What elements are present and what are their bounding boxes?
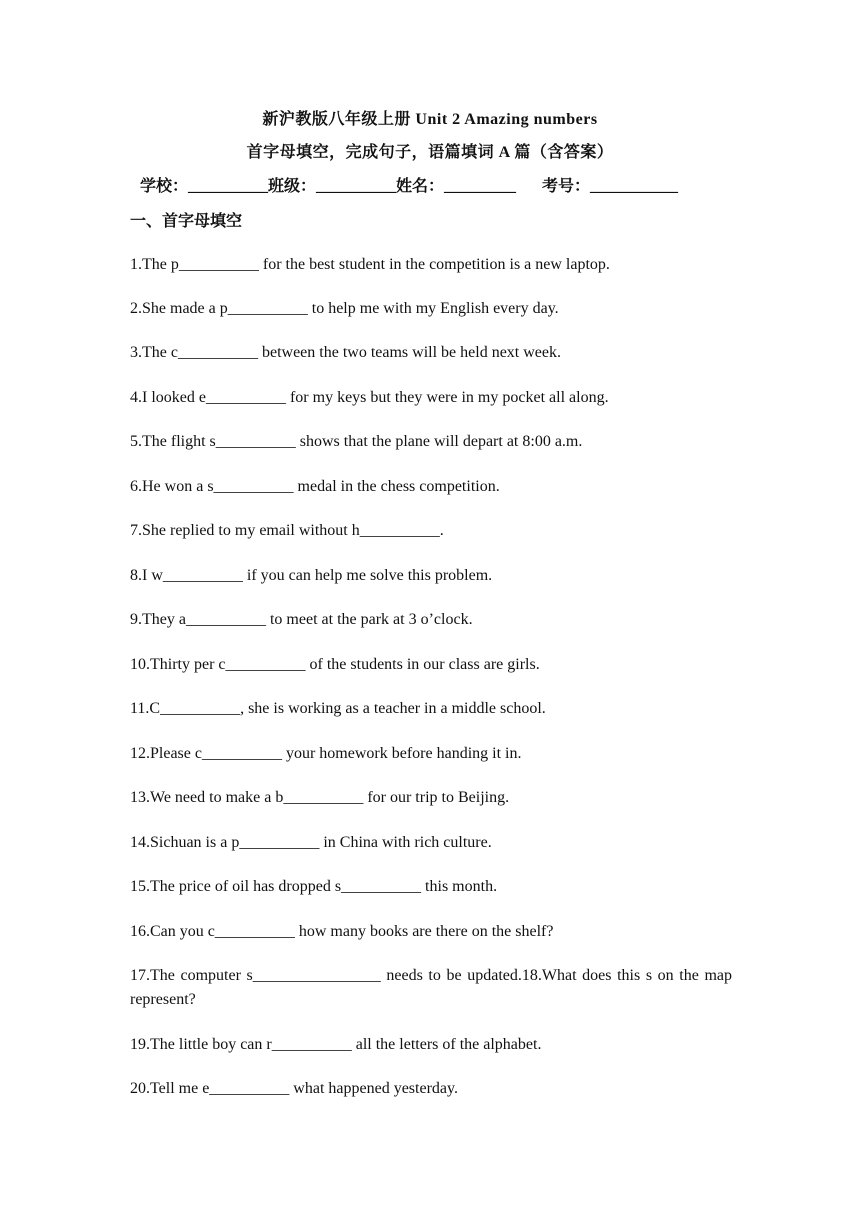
question-item: 3.The c__________ between the two teams will be held next week. (130, 344, 561, 361)
section-title: 一、首字母填空 (130, 213, 243, 230)
question-item: 19.The little boy can r__________ all the letters of the alphabet. (130, 1036, 542, 1053)
question-item: 12.Please c__________ your homework before handing it in. (130, 745, 522, 762)
class-field: 班级：__________ (268, 178, 397, 195)
page-title: 新沪教版八年级上册 Unit 2 Amazing numbers (262, 111, 598, 128)
question-item: 1.The p__________ for the best student in the competition is a new laptop. (130, 256, 610, 273)
question-item: 4.I looked e__________ for my keys but they were in my pocket all along. (130, 389, 609, 406)
school-field: 学校：__________ (140, 178, 269, 195)
question-item: 16.Can you c__________ how many books are there on the shelf? (130, 923, 554, 940)
question-item: 6.He won a s__________ medal in the chess competition. (130, 478, 500, 495)
question-item: 10.Thirty per c__________ of the students in our class are girls. (130, 656, 540, 673)
question-item: 15.The price of oil has dropped s__________ this month. (130, 878, 498, 895)
student-info-line (140, 173, 740, 196)
exam-number-field: 考号：___________ (542, 178, 679, 195)
name-field: 姓名：_________ (396, 178, 517, 195)
question-item: 2.She made a p__________ to help me with my English every day. (130, 300, 559, 317)
question-item: 20.Tell me e__________ what happened yesterday. (130, 1080, 458, 1097)
question-item: 5.The flight s__________ shows that the plane will depart at 8:00 a.m. (130, 433, 583, 450)
question-item: 11.C__________, she is working as a teacher in a middle school. (130, 700, 546, 717)
question-item: 13.We need to make a b__________ for our trip to Beijing. (130, 789, 510, 806)
page-subtitle: 首字母填空，完成句子，语篇填词 A 篇（含答案） (246, 144, 614, 161)
question-item: 7.She replied to my email without h__________. (130, 522, 444, 539)
question-item: 17.The computer s________________ needs to be updated.18.What does this s on the map represent? (130, 967, 732, 1008)
question-item: 9.They a__________ to meet at the park at 3 o’clock. (130, 611, 473, 628)
question-item: 8.I w__________ if you can help me solve this problem. (130, 567, 493, 584)
question-item: 14.Sichuan is a p__________ in China with rich culture. (130, 834, 492, 851)
